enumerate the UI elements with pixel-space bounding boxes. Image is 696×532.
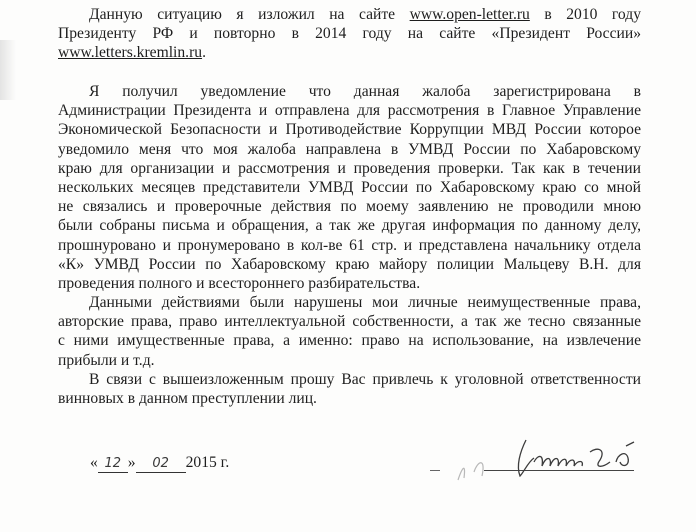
paragraph-3	[58, 293, 641, 370]
paragraph-2-line: Экономической Безопасности и Противодействие Коррупции МВД России которое	[58, 121, 641, 139]
date-year: 2015 г.	[185, 454, 230, 471]
paragraph-2-line: Администрации Президента и отправлена для рассмотрения в Главное Управление	[58, 102, 641, 120]
scan-shadow	[0, 40, 16, 100]
date-field: « 12 » 02 2015 г.	[90, 454, 230, 471]
paragraph-2-line: нескольких месяцев представители УМВД России по Хабаровскому краю со мной	[58, 179, 641, 197]
paragraph-3-line: прибыли и т.д.	[58, 351, 155, 369]
open-letter-link: www.open-letter.ru	[409, 6, 530, 23]
paragraph-2-line: уведомило меня что моя жалоба направлена в УМВД России по Хабаровскому	[58, 140, 641, 158]
paragraph-1-line-3: www.letters.kremlin.ru.	[58, 44, 206, 62]
paragraph-1-line-2: Президенту РФ и повторно в 2014 году на сайте «Президент России»	[58, 25, 641, 43]
paragraph-4-line: винновых в данном преступлении лиц.	[58, 390, 317, 408]
date-month: 02	[136, 455, 186, 473]
paragraph-1-line-1: Данную ситуацию я изложил на сайте www.open-letter.ru в 2010 году	[89, 6, 642, 23]
paragraph-4-line: В связи с вышеизложенным прошу Вас привлечь к уголовной ответственности	[89, 371, 641, 388]
handwritten-signature	[450, 432, 650, 492]
date-day: 12	[98, 455, 128, 473]
paragraph-2	[58, 82, 641, 293]
paragraph-2-line: «К» УМВД России по Хабаровскому краю майору полиции Мальцеву В.Н. для	[58, 255, 641, 273]
paragraph-2-line: не связались и проверочные действия по моему заявлению не проводили мною	[58, 198, 641, 216]
paragraph-2-line: проведения полного и всестороннего разбирательства.	[58, 275, 421, 293]
paragraph-2-line: краю для организации и рассмотрения и проведения проверки. Так как в течении	[58, 159, 641, 177]
paragraph-2-line: были собраны письма и обращения, а так же другая информация по данному делу,	[58, 217, 641, 235]
paragraph-3-line: авторские права, право интеллектуальной собственности, а так же тесно связанные	[58, 313, 641, 331]
paragraph-3-line: Данными действиями были нарушены мои личные неимущественные права,	[89, 294, 641, 311]
paragraph-1	[58, 5, 641, 63]
paragraph-3-line: с ними имущественные права, а именно: право на использование, на извлечение	[58, 332, 641, 350]
signature-dash	[430, 470, 440, 471]
kremlin-link: www.letters.kremlin.ru	[58, 44, 203, 62]
paragraph-2-line: Я получил уведомление что данная жалоба зарегистрирована в	[89, 83, 641, 100]
paragraph-4	[58, 370, 641, 408]
paragraph-2-line: прошнуровано и пронумеровано в кол-ве 61 стр. и представлена начальнику отдела	[58, 236, 641, 254]
